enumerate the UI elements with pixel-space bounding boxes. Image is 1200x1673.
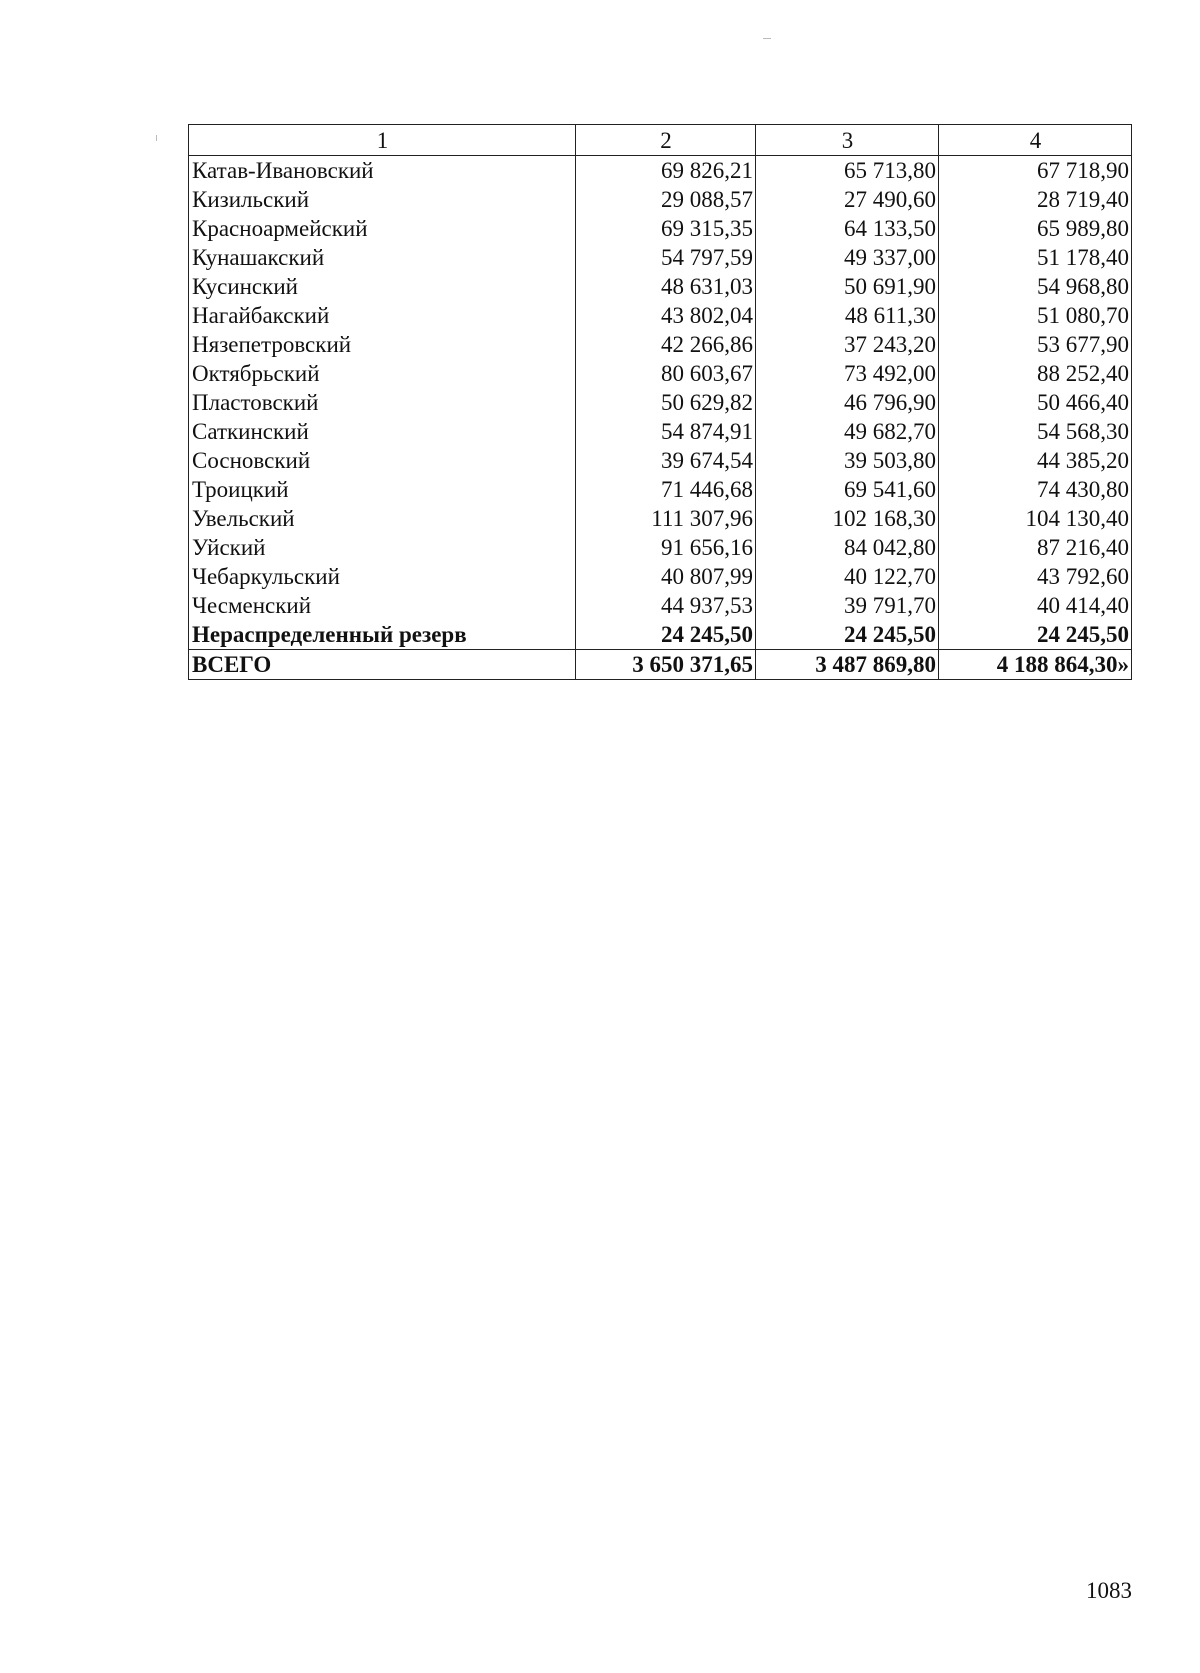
district-name: Кусинский — [189, 272, 576, 301]
district-name: Кунашакский — [189, 243, 576, 272]
value-col-3: 39 791,70 — [756, 591, 939, 620]
value-col-4: 53 677,90 — [939, 330, 1132, 359]
scan-mark — [156, 135, 157, 141]
page-number: 1083 — [1086, 1578, 1132, 1603]
reserve-row — [189, 620, 1132, 650]
district-name: Саткинский — [189, 417, 576, 446]
value-col-3: 102 168,30 — [756, 504, 939, 533]
district-name: Чесменский — [189, 591, 576, 620]
value-col-3: 49 337,00 — [756, 243, 939, 272]
value-col-3: 65 713,80 — [756, 156, 939, 186]
reserve-col-4: 24 245,50 — [939, 620, 1132, 650]
value-col-2: 39 674,54 — [576, 446, 756, 475]
column-header-2: 2 — [576, 125, 756, 156]
total-col-4: 4 188 864,30» — [939, 650, 1132, 680]
total-row — [189, 650, 1132, 680]
table-row — [189, 591, 1132, 620]
value-col-4: 88 252,40 — [939, 359, 1132, 388]
value-col-2: 54 797,59 — [576, 243, 756, 272]
table-row — [189, 185, 1132, 214]
value-col-3: 50 691,90 — [756, 272, 939, 301]
value-col-2: 50 629,82 — [576, 388, 756, 417]
table-row — [189, 388, 1132, 417]
value-col-2: 48 631,03 — [576, 272, 756, 301]
district-name: Октябрьский — [189, 359, 576, 388]
value-col-4: 51 178,40 — [939, 243, 1132, 272]
value-col-2: 43 802,04 — [576, 301, 756, 330]
total-col-3: 3 487 869,80 — [756, 650, 939, 680]
value-col-4: 40 414,40 — [939, 591, 1132, 620]
value-col-4: 54 968,80 — [939, 272, 1132, 301]
table-row — [189, 243, 1132, 272]
district-name: Кизильский — [189, 185, 576, 214]
value-col-4: 54 568,30 — [939, 417, 1132, 446]
reserve-label: Нераспределенный резерв — [189, 620, 576, 650]
district-name: Уйский — [189, 533, 576, 562]
budget-table — [188, 124, 1132, 680]
value-col-4: 28 719,40 — [939, 185, 1132, 214]
value-col-4: 87 216,40 — [939, 533, 1132, 562]
district-name: Красноармейский — [189, 214, 576, 243]
table-row — [189, 533, 1132, 562]
district-name: Увельский — [189, 504, 576, 533]
value-col-2: 91 656,16 — [576, 533, 756, 562]
reserve-col-2: 24 245,50 — [576, 620, 756, 650]
value-col-2: 80 603,67 — [576, 359, 756, 388]
value-col-3: 48 611,30 — [756, 301, 939, 330]
district-name: Сосновский — [189, 446, 576, 475]
value-col-2: 71 446,68 — [576, 475, 756, 504]
value-col-3: 40 122,70 — [756, 562, 939, 591]
value-col-3: 39 503,80 — [756, 446, 939, 475]
value-col-4: 43 792,60 — [939, 562, 1132, 591]
value-col-2: 69 826,21 — [576, 156, 756, 186]
value-col-2: 40 807,99 — [576, 562, 756, 591]
value-col-4: 65 989,80 — [939, 214, 1132, 243]
table-row — [189, 475, 1132, 504]
value-col-2: 69 315,35 — [576, 214, 756, 243]
value-col-3: 69 541,60 — [756, 475, 939, 504]
value-col-4: 104 130,40 — [939, 504, 1132, 533]
value-col-3: 73 492,00 — [756, 359, 939, 388]
value-col-4: 51 080,70 — [939, 301, 1132, 330]
table-row — [189, 446, 1132, 475]
table-row — [189, 272, 1132, 301]
table-row — [189, 301, 1132, 330]
table-row — [189, 504, 1132, 533]
value-col-4: 50 466,40 — [939, 388, 1132, 417]
district-name: Нагайбакский — [189, 301, 576, 330]
table-row — [189, 330, 1132, 359]
table-row — [189, 214, 1132, 243]
value-col-2: 111 307,96 — [576, 504, 756, 533]
value-col-4: 67 718,90 — [939, 156, 1132, 186]
scan-mark — [763, 38, 771, 39]
value-col-4: 44 385,20 — [939, 446, 1132, 475]
value-col-3: 49 682,70 — [756, 417, 939, 446]
district-name: Чебаркульский — [189, 562, 576, 591]
total-col-2: 3 650 371,65 — [576, 650, 756, 680]
column-header-1: 1 — [189, 125, 576, 156]
column-header-3: 3 — [756, 125, 939, 156]
value-col-2: 54 874,91 — [576, 417, 756, 446]
value-col-2: 44 937,53 — [576, 591, 756, 620]
table-row — [189, 359, 1132, 388]
total-label: ВСЕГО — [189, 650, 576, 680]
district-name: Пластовский — [189, 388, 576, 417]
table-row — [189, 156, 1132, 186]
value-col-4: 74 430,80 — [939, 475, 1132, 504]
value-col-2: 42 266,86 — [576, 330, 756, 359]
table-row — [189, 562, 1132, 591]
value-col-3: 37 243,20 — [756, 330, 939, 359]
reserve-col-3: 24 245,50 — [756, 620, 939, 650]
table-header-row — [189, 125, 1132, 156]
table-row — [189, 417, 1132, 446]
district-name: Нязепетровский — [189, 330, 576, 359]
district-name: Троицкий — [189, 475, 576, 504]
column-header-4: 4 — [939, 125, 1132, 156]
value-col-2: 29 088,57 — [576, 185, 756, 214]
value-col-3: 46 796,90 — [756, 388, 939, 417]
value-col-3: 27 490,60 — [756, 185, 939, 214]
district-name: Катав-Ивановский — [189, 156, 576, 186]
value-col-3: 84 042,80 — [756, 533, 939, 562]
value-col-3: 64 133,50 — [756, 214, 939, 243]
